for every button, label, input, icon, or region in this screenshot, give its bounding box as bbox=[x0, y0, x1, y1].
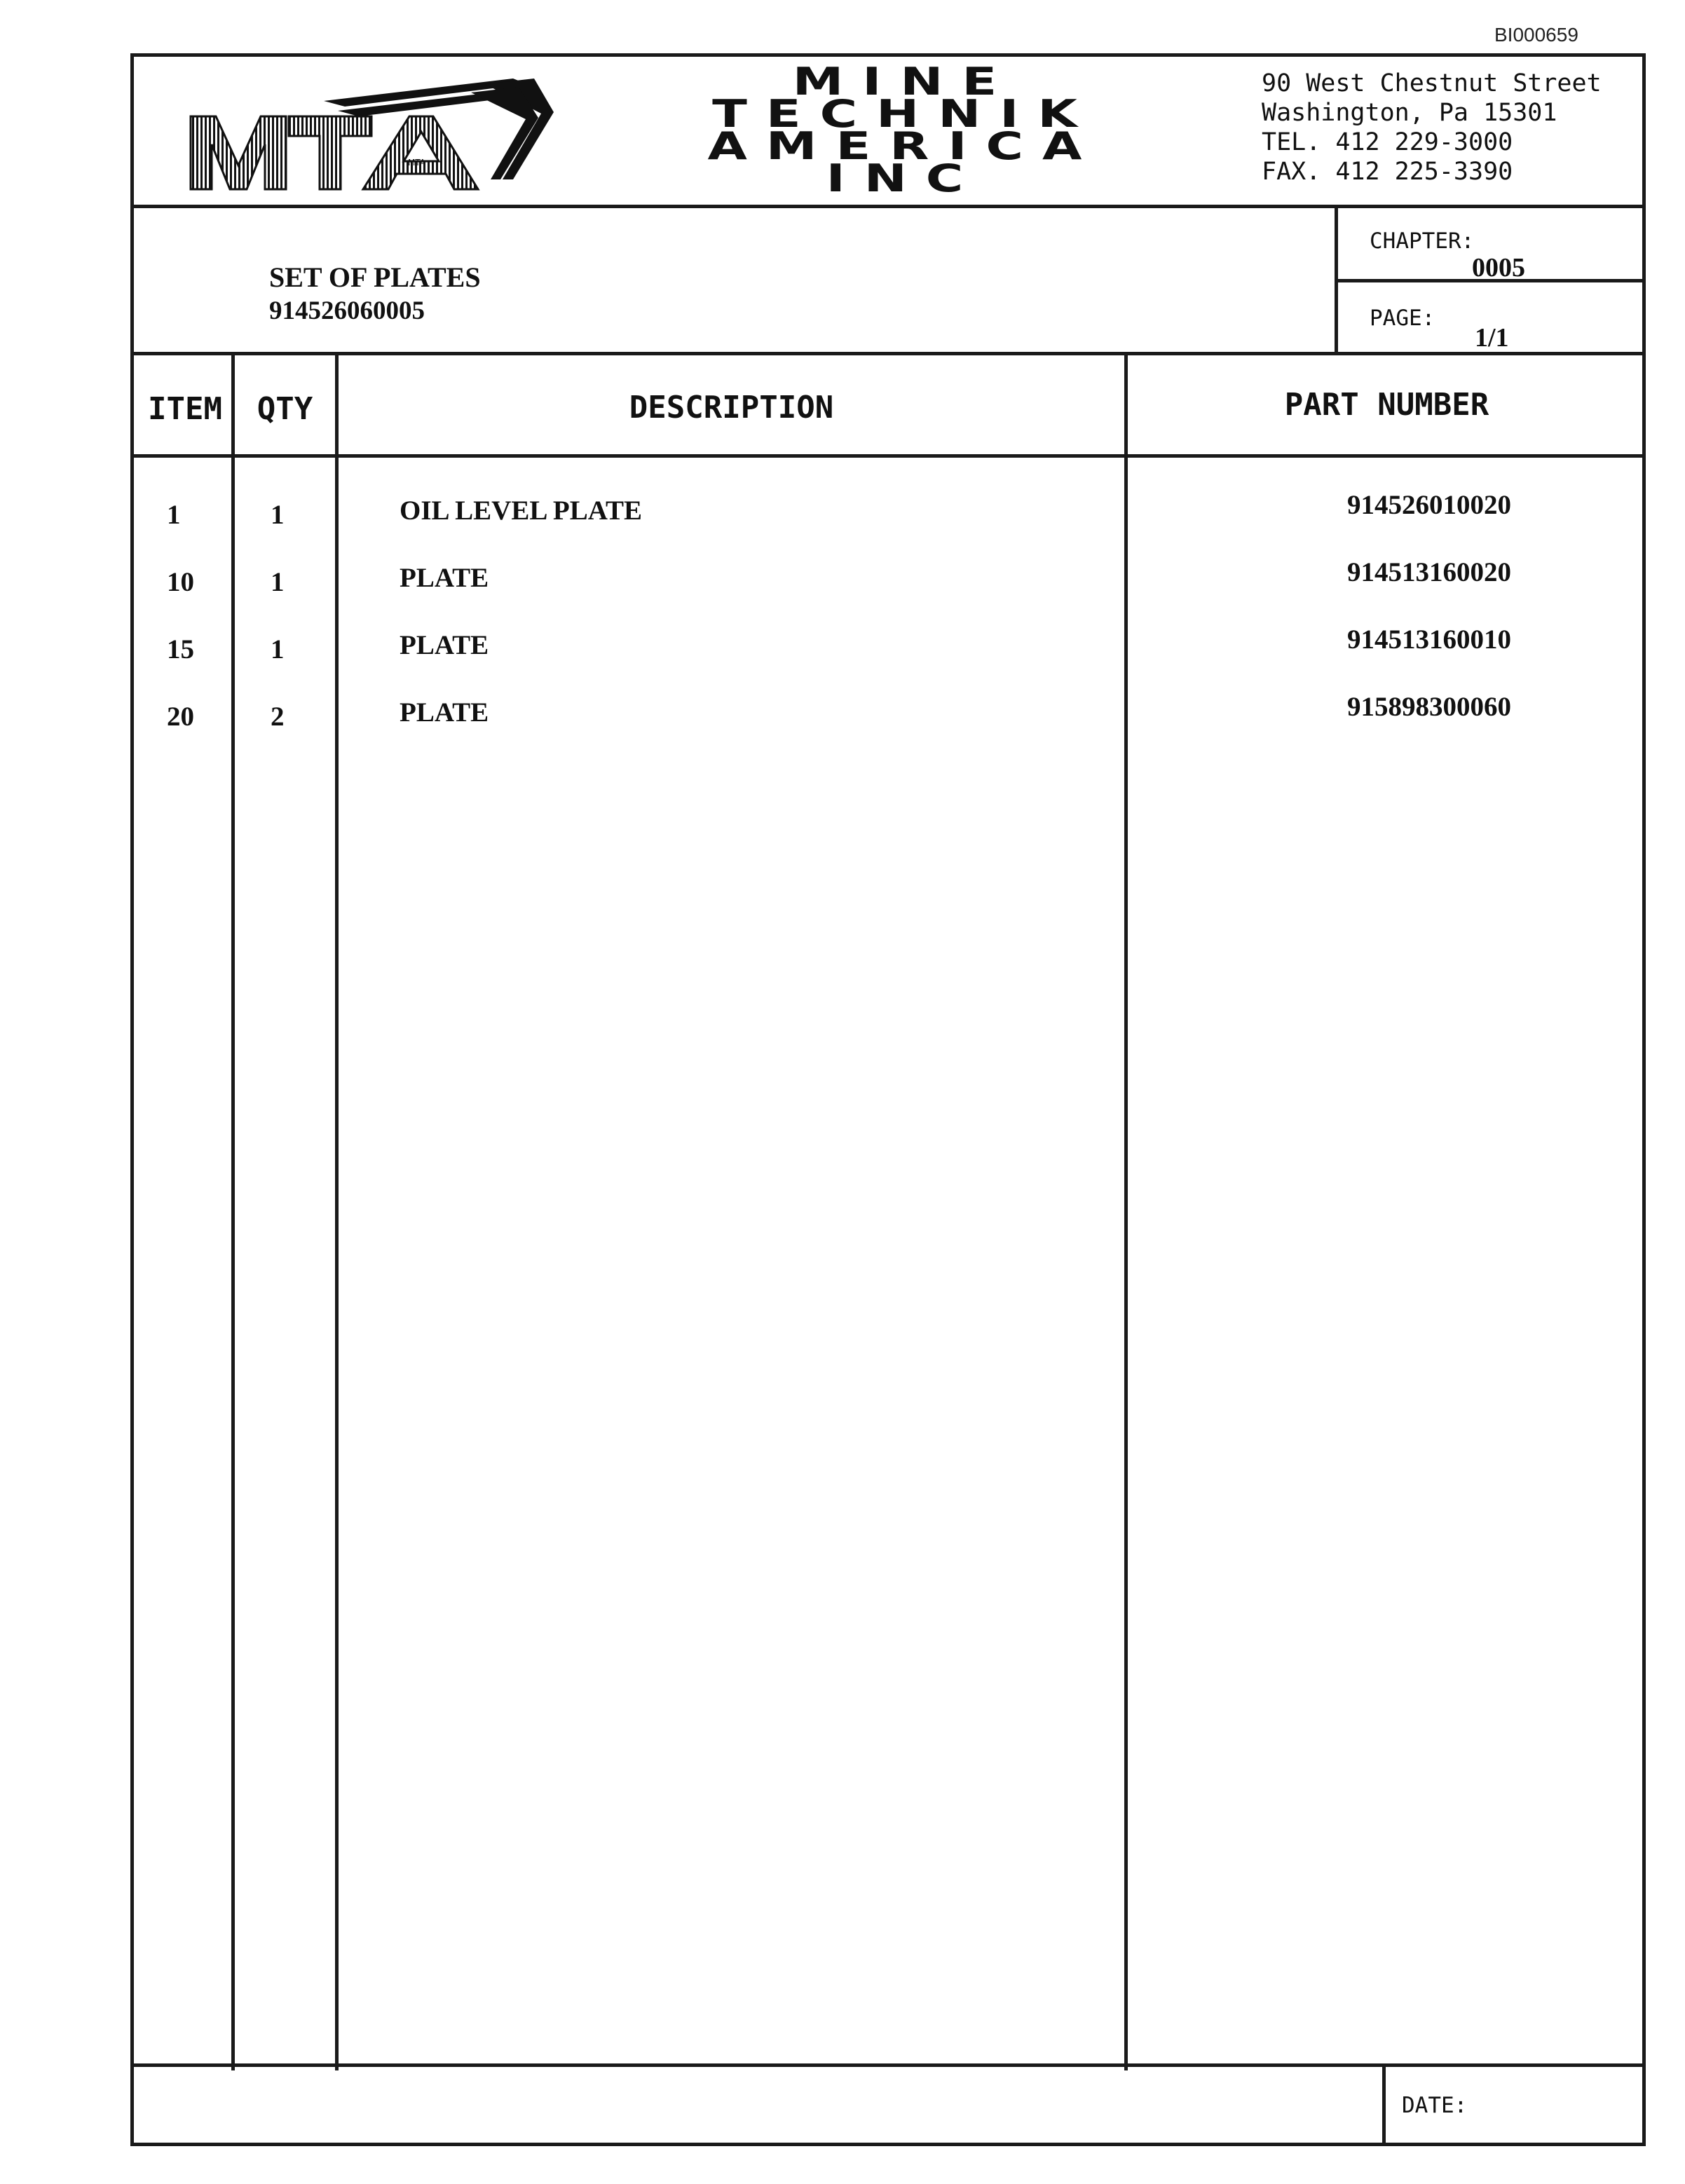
column-divider-desc-part bbox=[1124, 352, 1128, 2070]
row-part-number: 914513160020 bbox=[1347, 557, 1511, 587]
address-line: FAX. 412 225-3390 bbox=[1262, 158, 1513, 186]
page-label: PAGE: bbox=[1370, 306, 1435, 331]
company-name bbox=[592, 60, 1217, 200]
chapter-value: 0005 bbox=[1472, 253, 1525, 282]
row-description: PLATE bbox=[400, 563, 489, 593]
row-qty: 1 bbox=[271, 634, 285, 664]
company-line: MINE bbox=[792, 60, 1016, 104]
column-header-part-number: PART NUMBER bbox=[1284, 387, 1489, 423]
assembly-name: SET OF PLATES bbox=[269, 261, 481, 293]
page-value: 1/1 bbox=[1475, 323, 1509, 353]
title-divider bbox=[130, 352, 1646, 355]
chapter-label: CHAPTER: bbox=[1370, 228, 1475, 254]
company-line: INC bbox=[826, 156, 983, 200]
assembly-number: 914526060005 bbox=[269, 296, 425, 325]
row-description: PLATE bbox=[400, 697, 489, 728]
assembly-title bbox=[269, 261, 481, 328]
row-part-number: 914513160010 bbox=[1347, 625, 1511, 655]
row-item: 15 bbox=[167, 634, 194, 664]
row-qty: 1 bbox=[271, 567, 285, 597]
column-header-description: DESCRIPTION bbox=[629, 390, 834, 425]
row-item: 1 bbox=[167, 500, 181, 530]
header-divider bbox=[130, 205, 1646, 208]
address-line: TEL. 412 229-3000 bbox=[1262, 128, 1513, 156]
logo-lettering: MTA bbox=[408, 158, 425, 168]
company-line: AMERICA bbox=[707, 124, 1101, 168]
row-item: 20 bbox=[167, 702, 194, 732]
date-box-left-border bbox=[1382, 2063, 1386, 2146]
column-header-item: ITEM bbox=[148, 391, 222, 427]
table-header-divider bbox=[130, 454, 1646, 458]
row-qty: 1 bbox=[271, 500, 285, 530]
row-description: PLATE bbox=[400, 630, 489, 660]
company-address bbox=[1262, 69, 1602, 186]
company-line: TECHNIK bbox=[712, 92, 1096, 136]
document-frame bbox=[130, 53, 1646, 2146]
column-divider-item-qty bbox=[231, 352, 235, 2070]
column-header-qty: QTY bbox=[257, 391, 313, 427]
date-label: DATE: bbox=[1402, 2093, 1468, 2118]
row-part-number: 914526010020 bbox=[1347, 490, 1511, 520]
document-id: BI000659 bbox=[1494, 24, 1578, 46]
footer-divider bbox=[130, 2063, 1646, 2067]
row-qty: 2 bbox=[271, 702, 285, 732]
address-line: 90 West Chestnut Street bbox=[1262, 69, 1602, 97]
row-description: OIL LEVEL PLATE bbox=[400, 496, 643, 526]
address-line: Washington, Pa 15301 bbox=[1262, 99, 1557, 127]
mta-logo bbox=[184, 74, 555, 193]
column-divider-qty-desc bbox=[335, 352, 339, 2070]
row-part-number: 915898300060 bbox=[1347, 692, 1511, 722]
row-item: 10 bbox=[167, 567, 194, 597]
